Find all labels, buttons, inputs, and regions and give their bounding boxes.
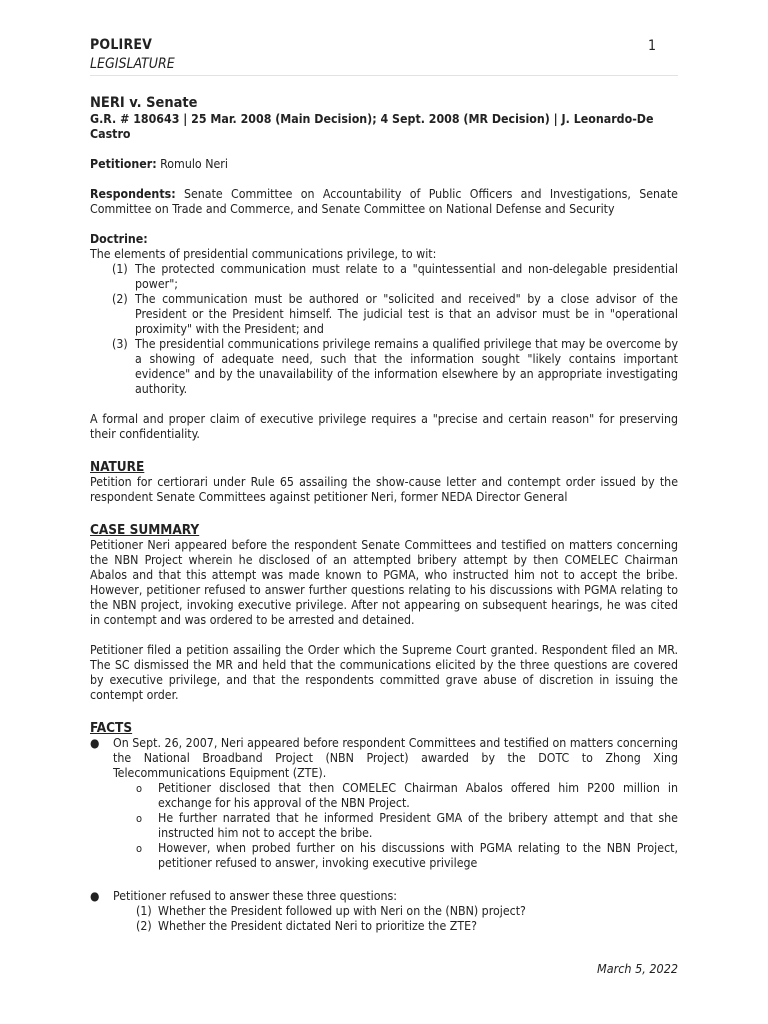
questions-list: [113, 904, 678, 934]
page-number: 1: [648, 38, 657, 54]
respondents-label: Respondents:: [90, 187, 176, 201]
facts-sub-item: [113, 781, 678, 811]
bullet-icon: ●: [90, 889, 100, 903]
sub-bullet-icon: o: [136, 842, 143, 855]
doctrine-heading: Doctrine:: [90, 232, 148, 246]
petitioner-name: Romulo Neri: [156, 157, 228, 171]
element-text: The presidential communications privilege remains a qualified privilege that may be overcome by a showing of adequate need, such that the information sought "likely contains important evidence" and by the unavailability of the information elsewhere by an appropriate investigating authority.: [135, 337, 678, 396]
doctrine-element: [90, 292, 678, 337]
element-number: (3): [112, 337, 128, 351]
petitioner-line: [90, 157, 678, 172]
header-divider: [90, 75, 678, 76]
question-text: Whether the President dictated Neri to prioritize the ZTE?: [158, 919, 477, 933]
facts-bullet: [90, 889, 678, 934]
bullet-icon: ●: [90, 736, 100, 750]
sub-bullet-icon: o: [136, 782, 143, 795]
element-text: The protected communication must relate to a "quintessential and non-delegable presidential power";: [135, 262, 678, 291]
facts-sub-item: [113, 811, 678, 841]
document-body: [90, 94, 678, 934]
petitioner-label: Petitioner:: [90, 157, 157, 171]
respondents-line: [90, 187, 678, 217]
doctrine-intro: The elements of presidential communications privilege, to wit:: [90, 247, 437, 261]
case-title: NERI v. Senate: [90, 95, 198, 111]
nature-text: Petition for certiorari under Rule 65 assailing the show-cause letter and contempt order issued by the respondent Senate Committees against petitioner Neri, former NEDA Director General: [90, 475, 678, 504]
case-summary-paragraph: Petitioner filed a petition assailing the Order which the Supreme Court granted. Respondent filed an MR. The SC dismissed the MR and held that the communications elicited by the three questions are covered by executive privilege, and that the respondents committed grave abuse of discretion in issuing the contempt order.: [90, 643, 678, 702]
footer-date: March 5, 2022: [597, 961, 679, 976]
sub-item-text: He further narrated that he informed President GMA of the bribery attempt and that she instructed him not to accept the bribe.: [158, 811, 678, 840]
respondents-text: Senate Committee on Accountability of Public Officers and Investigations, Senate Committee on Trade and Commerce, and Senate Committee on National Defense and Security: [90, 187, 678, 216]
question-number: (1): [136, 904, 152, 918]
facts-bullet: [90, 736, 678, 871]
nature-heading: NATURE: [90, 459, 145, 475]
case-summary-paragraph: Petitioner Neri appeared before the respondent Senate Committees and testified on matters concerning the NBN Project wherein he disclosed of an attempted bribery attempt by then COMELEC Chairman Abalos and that this attempt was made known to PGMA, who instructed him not to accept the bribe. However, petitioner refused to answer further questions relating to his discussions with PGMA relating to the NBN project, invoking executive privilege. After not appearing on subsequent hearings, he was cited in contempt and was ordered to be arrested and detained.: [90, 538, 678, 627]
case-summary-heading: CASE SUMMARY: [90, 522, 200, 538]
doctrine-closing: A formal and proper claim of executive privilege requires a "precise and certain reason" for preserving their confidentiality.: [90, 412, 678, 441]
sub-item-text: Petitioner disclosed that then COMELEC Chairman Abalos offered him P200 million in exchange for his approval of the NBN Project.: [158, 781, 678, 810]
question-number: (2): [136, 919, 152, 933]
doctrine-elements-list: [90, 262, 678, 397]
sub-item-text: However, when probed further on his discussions with PGMA relating to the NBN Project, petitioner refused to answer, invoking executive privilege: [158, 841, 678, 870]
doctrine-element: [90, 262, 678, 292]
facts-heading: FACTS: [90, 720, 133, 736]
facts-bullet-text: On Sept. 26, 2007, Neri appeared before respondent Committees and testified on matters concerning the National Broadband Project (NBN Project) awarded by the DOTC to Zhong Xing Telecommunications Equipment (ZTE).: [113, 736, 678, 780]
facts-sub-list: [113, 781, 678, 871]
subject-header: LEGISLATURE: [90, 56, 175, 72]
doctrine-element: [90, 337, 678, 397]
question-item: [113, 919, 678, 934]
facts-bullet-text: Petitioner refused to answer these three questions:: [113, 889, 397, 903]
course-header: POLIREV: [90, 37, 153, 53]
facts-list: [90, 736, 678, 934]
element-number: (2): [112, 292, 128, 306]
question-text: Whether the President followed up with Neri on the (NBN) project?: [158, 904, 526, 918]
case-citation: G.R. # 180643 | 25 Mar. 2008 (Main Decision); 4 Sept. 2008 (MR Decision) | J. Leonardo-De Castro: [90, 112, 654, 141]
question-item: [113, 904, 678, 919]
facts-sub-item: [113, 841, 678, 871]
sub-bullet-icon: o: [136, 812, 143, 825]
element-text: The communication must be authored or "solicited and received" by a close advisor of the President or the President himself. The judicial test is that an advisor must be in "operational proximity" with the President; and: [135, 292, 678, 336]
element-number: (1): [112, 262, 128, 276]
